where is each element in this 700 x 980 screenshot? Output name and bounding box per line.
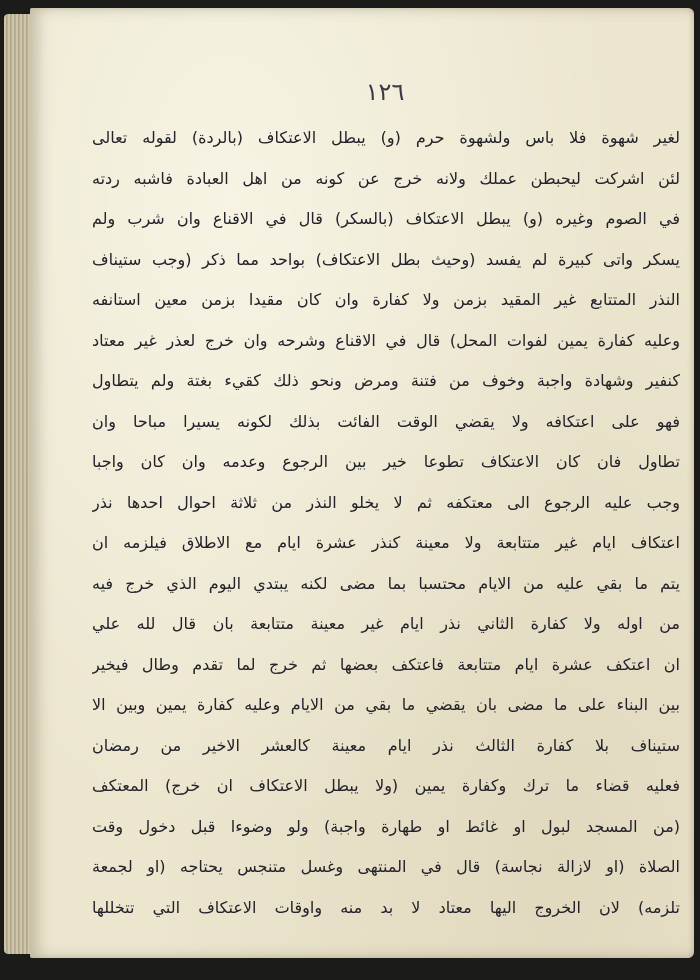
text-line: فعليه قضاء ما ترك وكفارة يمين (ولا يبطل الاعتكاف ان خرج) المعتكف <box>92 776 680 795</box>
text-line: فهو على اعتكافه ولا يقضي الوقت الفائت بذلك لكونه يسيرا مباحا وان <box>92 411 680 431</box>
text-line: لغير شهوة فلا باس ولشهوة حرم (و) يبطل الاعتكاف (بالردة) لقوله تعالى <box>92 128 680 147</box>
text-line: تطاول فان كان الاعتكاف تطوعا خير بين الرجوع وعدمه وان كان واجبا <box>92 452 680 471</box>
text-line: من اوله ولا كفارة الثاني نذر ايام غير معينة متتابعة بان قال لله علي <box>92 614 680 633</box>
text-line: تلزمه) لان الخروج اليها معتاد لا بد منه واوقات الاعتكاف التي تتخللها <box>92 897 680 917</box>
folio-number: ١٢٦ <box>365 78 405 106</box>
text-line: يتم ما بقي عليه من الايام محتسبا بما مضى لكنه يبتدي اليوم الذي خرج فيه <box>92 573 680 593</box>
text-line: ستيناف بلا كفارة الثالث نذر ايام معينة كالعشر الاخير من رمضان <box>92 735 680 755</box>
text-line: وجب عليه الرجوع الى معتكفه ثم لا يخلو النذر من ثلاثة احوال احدها نذر <box>92 492 680 512</box>
text-line: يسكر واتى كبيرة لم يفسد (وحيث بطل الاعتكاف) بواحد مما ذكر (وجب ستيناف <box>92 249 680 269</box>
text-line: (من المسجد لبول او غائط او طهارة واجبة) ولو وضوءا قبل دخول وقت <box>92 816 680 836</box>
text-line: بين البناء على ما مضى بان يقضي ما بقي من الايام وعليه كفارة يمين وبين الا <box>92 695 680 714</box>
text-line: في الصوم وغيره (و) يبطل الاعتكاف (بالسكر) قال في الاقناع وان شرب ولم <box>92 209 680 228</box>
text-line: اعتكاف ايام غير متتابعة ولا معينة كنذر عشرة ايام مع الاطلاق فيلزمه ان <box>92 533 680 552</box>
text-line: النذر المتتابع غير المقيد بزمن ولا كفارة وان كان مقيدا بزمن معين استانفه <box>92 290 680 309</box>
text-line: وعليه كفارة يمين لفوات المحل) قال في الاقناع وشرحه وان خرج لعذر غير معتاد <box>92 330 680 350</box>
text-line: كنفير وشهادة واجبة وخوف من فتنة ومرض ونحو ذلك كقيء بغتة ولم يتطاول <box>92 371 680 390</box>
text-line: الصلاة (او لازالة نجاسة) قال في المنتهى وغسل متنجس يحتاجه (او لجمعة <box>92 857 680 876</box>
text-block <box>92 118 680 928</box>
text-line: ان اعتكف عشرة ايام متتابعة فاعتكف بعضها ثم خرج لما تقدم وطال فيخير <box>92 654 680 674</box>
text-line: لئن اشركت ليحبطن عملك ولانه خرج عن كونه من اهل العبادة فاشبه ردته <box>92 168 680 188</box>
